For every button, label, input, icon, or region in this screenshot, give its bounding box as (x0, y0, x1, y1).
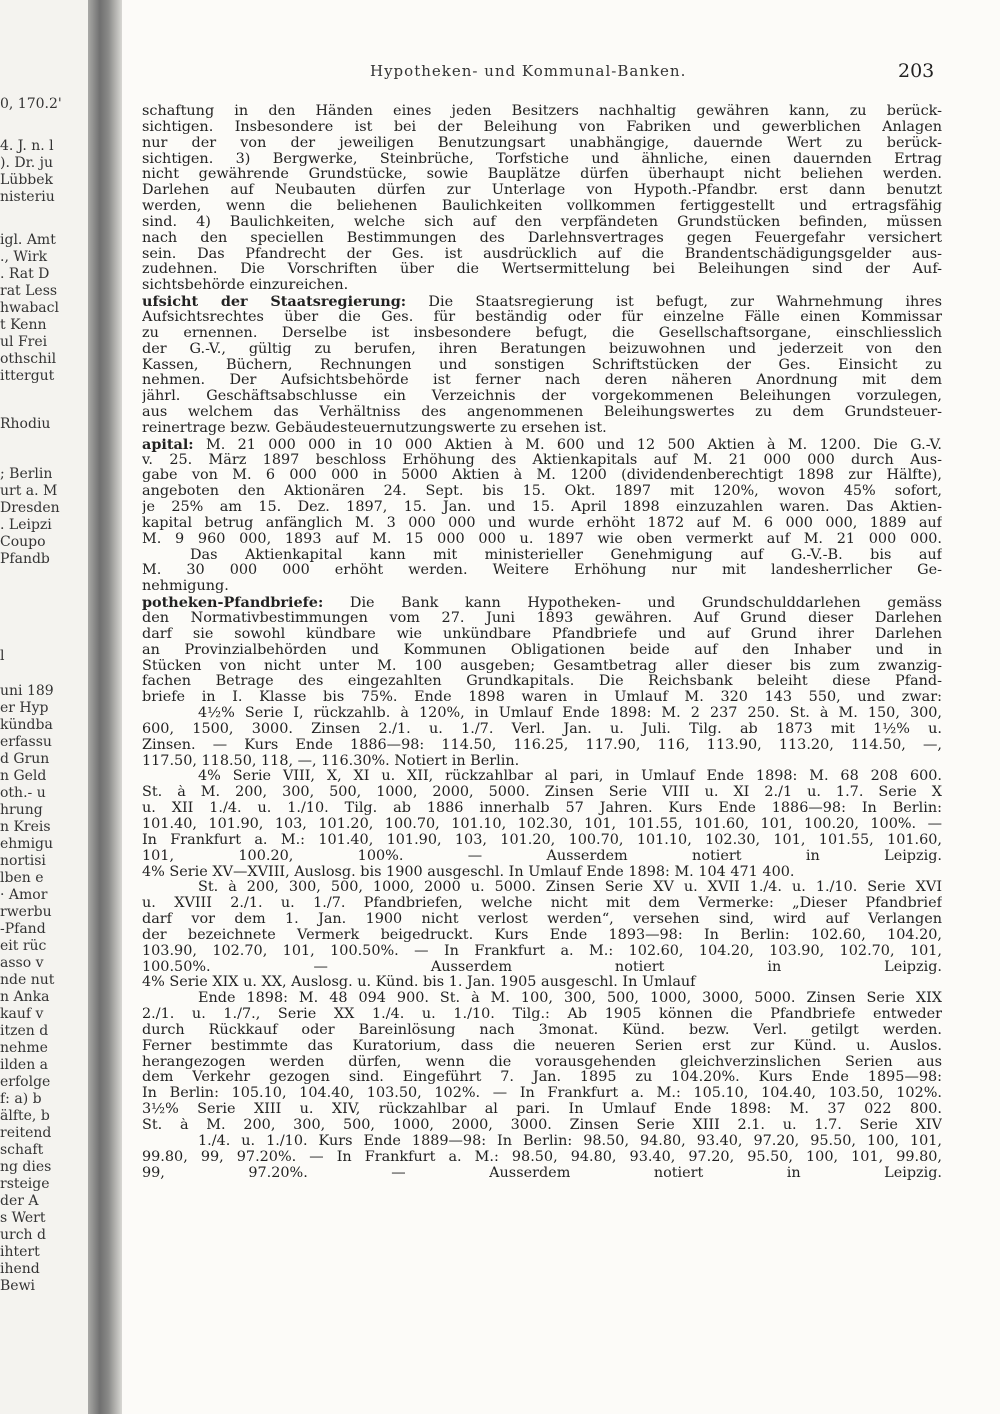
text-line: 3½% Serie XIII u. XIV, rückzahlbar al pari. In Umlauf Ende 1898: M. 37 022 800. (142, 1102, 942, 1118)
left-page-fragment: · Amor (0, 887, 48, 903)
text-line: jährl. Geschäftsabschlusse ein Verzeichnis der vorgekommenen Beleihungen vorzulegen, (142, 389, 942, 405)
text-line: herangezogen werden dürfen, wenn die vorausgehenden gleichverzinslichen Serien aus (142, 1054, 942, 1070)
text-line: Kassen, Büchern, Rechnungen und sonstigen Schriftstücken der Ges. Einsicht zu (142, 357, 942, 373)
left-page-fragment: Rhodiu (0, 416, 51, 432)
left-page-fragment: 4. J. n. l (0, 138, 54, 154)
left-page-fragment: ul Frei (0, 334, 48, 350)
text-line: angeboten den Aktionären 24. Sept. bis 15. Okt. 1897 mit 120%, wovon 45% sofort, (142, 484, 942, 500)
text-line: Das Aktienkapital kann mit ministerieller Genehmigung auf G.-V.-B. bis auf (190, 547, 942, 563)
left-page-fragment: älfte, b (0, 1108, 50, 1124)
left-page-fragment: ihend (0, 1261, 40, 1277)
left-page-fragment: kündba (0, 717, 53, 733)
text-line: 103.90, 102.70, 101, 100.50%. — In Frankfurt a. M.: 102.60, 104.20, 103.90, 102.70, 101, (142, 943, 942, 959)
left-page-fragment: Lübbek (0, 172, 54, 188)
text-line: der bezeichnete Vermerk beigedruckt. Kurs Ende 1893—98: In Berlin: 102.60, 104.20, (142, 927, 942, 943)
text-line: durch Rückkauf oder Bareinlösung nach 3monat. Künd. bezw. Verl. getilgt werden. (142, 1022, 942, 1038)
left-page-fragment: Bewi (0, 1278, 36, 1294)
text-line: 4½% Serie I, rückzahlb. à 120%, in Umlauf Ende 1898: M. 2 237 250. St. à M. 150, 300, (198, 706, 942, 722)
text-line: nach den speciellen Bestimmungen des Darlehnsvertrages gegen Feuergefahr versichert (142, 230, 942, 246)
left-page-fragment: ittergut (0, 368, 55, 384)
text-line: zu ernennen. Derselbe ist insbesondere befugt, die Gesellschaftsorgane, einschliesslich (142, 325, 942, 341)
text-line: aus welchem das Verhältniss des angenommenen Beleihungswertes zu dem Grundsteuer- (142, 405, 942, 421)
text-line: St. à M. 200, 300, 500, 1000, 2000, 5000. Zinsen Serie VIII u. XI 2./1 u. 1.7. Serie X (142, 785, 942, 801)
left-page-fragment: ehmigu (0, 836, 54, 852)
left-page-fragment: t Kenn (0, 317, 47, 333)
text-line: 99, 97.20%. — Ausserdem notiert in Leipzig. (142, 1165, 942, 1181)
left-page-fragment: n Geld (0, 768, 47, 784)
left-page-fragment: uni 189 (0, 683, 54, 699)
left-page-fragment: s Wert (0, 1210, 46, 1226)
text-line: reinertrage bezw. Gebäudesteuernutzungswerte zu ersehen ist. (142, 420, 607, 436)
text-line: sein. Das Pfandrecht der Ges. ist ausdrücklich auf die Brandentschädigungsgelder aus- (142, 246, 942, 262)
left-page-fragment: reitend (0, 1125, 52, 1141)
text-line: kapital betrug anfänglich M. 3 000 000 und wurde erhöht 1872 auf M. 6 000 000, 1889 auf (142, 515, 942, 531)
left-page-fragment: . Leipzi (0, 517, 52, 533)
text-line: 4% Serie XIX u. XX, Auslosg. u. Künd. bis 1. Jan. 1905 ausgeschl. In Umlauf (142, 975, 696, 991)
left-page-fragment: rat Less (0, 283, 58, 299)
text-line: In Berlin: 105.10, 104.40, 103.50, 102%. — In Frankfurt a. M.: 105.10, 104.40, 103.50, 102%. (142, 1086, 942, 1102)
text-line: potheken-Pfandbriefe: Die Bank kann Hypotheken- und Grundschulddarlehen gemäss (142, 595, 942, 611)
text-line: zudehnen. Die Vorschriften über die Wertsermittelung bei Beleihungen sind der Auf- (142, 262, 942, 278)
text-line: Aufsichtsrechtes über die Ges. für beständig oder für einzelne Fälle einen Kommissar (142, 309, 942, 325)
text-line: In Frankfurt a. M.: 101.40, 101.90, 103, 101.20, 100.70, 101.10, 102.30, 101, 101.55, 101.60, (142, 832, 942, 848)
left-page-fragment: . Rat D (0, 266, 50, 282)
left-page-fragment: lben e (0, 870, 44, 886)
left-page-fragment: itzen d (0, 1023, 49, 1039)
text-line: St. à M. 200, 300, 500, 1000, 2000, 3000. Zinsen Serie XIII 2.1. u. 1.7. Serie XIV (142, 1118, 942, 1133)
left-page-fragment: ihtert (0, 1244, 40, 1260)
left-page-fragment: othschil (0, 351, 57, 367)
text-line: Zinsen. — Kurs Ende 1886—98: 114.50, 116.25, 117.90, 116, 113.90, 113.20, 114.50, —, (142, 737, 942, 753)
left-page-fragment: ng dies (0, 1159, 52, 1175)
left-page-fragment: oth.- u (0, 785, 46, 801)
left-page-fragment: 0, 170.2' (0, 96, 62, 112)
running-title: Hypotheken- und Kommunal-Banken. (370, 62, 687, 80)
text-line: apital: M. 21 000 000 in 10 000 Aktien à M. 600 und 12 500 Aktien à M. 1200. Die G.-V. (142, 436, 942, 453)
text-line: 101, 100.20, 100%. — Ausserdem notiert in Leipzig. (142, 848, 942, 864)
left-page-fragment: ., Wirk (0, 249, 48, 265)
left-page-fragment: n Anka (0, 989, 50, 1005)
text-line: sichtigen. 3) Bergwerke, Steinbrüche, Torfstiche und ähnliche, einen dauernden Ertrag (142, 151, 942, 167)
body-text (142, 104, 942, 1181)
left-page-fragment: Pfandb (0, 551, 50, 567)
text-line: werden, wenn die beliehenen Baulichkeiten vollkommen fertiggestellt und ertragsfähig (142, 199, 942, 215)
text-line: je 25% am 15. Dez. 1897, 15. Jan. und 15. April 1898 einzuzahlen waren. Das Aktien- (142, 500, 942, 516)
left-page-fragment: urt a. M (0, 483, 58, 499)
text-line: den Normativbestimmungen vom 27. Juni 1893 gewähren. Auf Grund dieser Darlehen (142, 611, 942, 626)
text-line: v. 25. März 1897 beschloss Erhöhung des Aktienkapitals auf M. 21 000 000 durch Aus- (142, 452, 942, 468)
text-line: 100.50%. — Ausserdem notiert in Leipzig. (142, 959, 942, 975)
text-line: 101.40, 101.90, 103, 101.20, 100.70, 101.10, 102.30, 101, 101.55, 101.60, 101, 100.20, 100%. — (142, 816, 942, 832)
left-page-fragment: erfolge (0, 1074, 51, 1090)
text-line: 4% Serie XV—XVIII, Auslosg. bis 1900 ausgeschl. In Umlauf Ende 1898: M. 104 471 400. (142, 864, 795, 880)
left-page-fragment: d Grun (0, 751, 50, 767)
text-line: an Provinzialbehörden und Kommunen Obligationen beide auf den Inhaber und in (142, 642, 942, 658)
text-line: Stücken von nicht unter M. 100 ausgeben; Gesamtbetrag aller dieser bis zum zwanzig- (142, 658, 942, 674)
text-line: Ende 1898: M. 48 094 900. St. à M. 100, 300, 500, 1000, 3000, 5000. Zinsen Serie XIX (198, 991, 942, 1007)
left-page-edge (0, 0, 96, 1414)
text-line: der G.-V., gültig zu berufen, ihren Beratungen beizuwohnen und jederzeit von den (142, 341, 942, 357)
left-page-fragment: Dresden (0, 500, 60, 516)
left-page-fragment: -Pfand (0, 921, 46, 937)
text-line: 1./4. u. 1./10. Kurs Ende 1889—98: In Berlin: 98.50, 94.80, 93.40, 97.20, 95.50, 100, 101, (198, 1133, 942, 1149)
text-line: St. à 200, 300, 500, 1000, 2000 u. 5000. Zinsen Serie XV u. XVII 1./4. u. 1./10. Serie XVI (198, 880, 942, 896)
text-line: 99.80, 99, 97.20%. — In Frankfurt a. M.: 98.50, 94.80, 93.40, 97.20, 95.50, 100, 101, 99.80, (142, 1149, 942, 1165)
text-line: schaftung in den Händen eines jeden Besitzers nachhaltig gewähren kann, zu berück- (142, 104, 942, 119)
text-line: gabe von M. 6 000 000 in 5000 Aktien à M. 1200 (dividendenberechtigt 1898 zur Hälfte), (142, 468, 942, 484)
left-page-fragment: eit rüc (0, 938, 47, 954)
left-page-fragment: rwerbu (0, 904, 52, 920)
left-page-fragment: hwabacl (0, 300, 59, 316)
left-page-fragment: n Kreis (0, 819, 51, 835)
book-gutter (88, 0, 122, 1414)
left-page-fragment: er Hyp (0, 700, 49, 716)
left-page-fragment: hrung (0, 802, 43, 818)
text-line: M. 30 000 000 erhöht werden. Weitere Erhöhung nur mit landesherrlicher Ge- (142, 563, 942, 579)
section-heading: potheken-Pfandbriefe: (142, 595, 324, 611)
section-heading: apital: (142, 436, 194, 453)
left-page-fragment: nde nut (0, 972, 55, 988)
text-line: nicht gewährende Grundstücke, sowie Bauplätze dürfen überhaupt nicht beliehen werden. (142, 167, 942, 183)
left-page-fragment: urch d (0, 1227, 46, 1243)
left-page-fragment: f: a) b (0, 1091, 42, 1107)
left-page-fragment: Coupo (0, 534, 46, 550)
text-line: 4% Serie VIII, X, XI u. XII, rückzahlbar al pari, in Umlauf Ende 1898: M. 68 208 600. (198, 769, 942, 785)
text-line: 600, 1500, 3000. Zinsen 2./1. u. 1./7. Verl. Jan. u. Juli. Tilg. ab 1873 mit 1½% u. (142, 721, 942, 737)
text-line: Ferner bestimmte das Kuratorium, dass die neueren Serien erst zur Künd. u. Auslos. (142, 1038, 942, 1054)
left-page-fragment: der A (0, 1193, 39, 1209)
left-page-fragment: ; Berlin (0, 466, 53, 482)
text-line: nur der von der jeweiligen Benutzungsart unabhängige, dauernde Wert zu berück- (142, 135, 942, 151)
text-line: 117.50, 118.50, 118, —, 116.30%. Notiert in Berlin. (142, 753, 520, 769)
left-page-fragment: nisteriu (0, 189, 55, 205)
left-page-fragment: rsteige (0, 1176, 50, 1192)
text-line: u. XII 1./4. u. 1./10. Tilg. ab 1886 innerhalb 57 Jahren. Kurs Ende 1886—98: In Berlin: (142, 801, 942, 817)
text-line: sichtigen. Insbesondere ist bei der Beleihung von Fabriken und gewerblichen Anlagen (142, 119, 942, 135)
text-line: M. 9 960 000, 1893 auf M. 15 000 000 u. 1897 wie oben vermerkt auf M. 21 000 000. (142, 531, 942, 547)
text-line: Darlehen auf Neubauten dürfen zur Unterlage von Hypoth.-Pfandbr. erst dann benutzt (142, 183, 942, 199)
text-line: ufsicht der Staatsregierung: Die Staatsregierung ist befugt, zur Wahrnehmung ihres (142, 294, 942, 310)
text-line: nehmigung. (142, 579, 229, 595)
text-line: sind. 4) Baulichkeiten, welche sich auf den verpfändeten Grundstücken befinden, müssen (142, 214, 942, 230)
left-page-fragment: ilden a (0, 1057, 49, 1073)
left-page-fragment: l (0, 648, 5, 664)
text-line: briefe in I. Klasse bis 75%. Ende 1898 waren in Umlauf M. 320 143 550, und zwar: (142, 690, 942, 706)
text-line: dem Verkehr gezogen sind. Eingeführt 7. Jan. 1895 zu 104.20%. Kurs Ende 1895—98: (142, 1070, 942, 1086)
left-page-fragment: kauf v (0, 1006, 44, 1022)
text-line: 2./1. u. 1./7., Serie XX 1./4. u. 1./10. Tilg.: Ab 1905 können die Pfandbriefe entweder (142, 1007, 942, 1023)
left-page-fragment: schaft (0, 1142, 44, 1158)
section-heading: ufsicht der Staatsregierung: (142, 294, 407, 310)
text-line: darf vor dem 1. Jan. 1900 nicht verlost werden“, versehen sind, wird auf Verlangen (142, 912, 942, 928)
left-page-fragment: asso v (0, 955, 44, 971)
left-page-fragment: nortisi (0, 853, 46, 869)
page-number: 203 (898, 60, 935, 82)
text-line: sichtsbehörde einzureichen. (142, 278, 349, 294)
left-page-fragment: igl. Amt (0, 232, 56, 248)
text-line: fachen Betrage des eingezahlten Grundkapitals. Die Reichsbank beleiht diese Pfand- (142, 674, 942, 690)
text-line: darf sie sowohl kündbare wie unkündbare Pfandbriefe und auf Grund ihrer Darlehen (142, 626, 942, 642)
left-page-fragment: ). Dr. ju (0, 155, 53, 171)
text-line: u. XVIII 2./1. u. 1./7. Pfandbriefen, welche nicht mit dem Vermerke: „Dieser Pfandbrief (142, 896, 942, 912)
text-line: nehmen. Der Aufsichtsbehörde ist ferner nach deren näheren Anordnung mit dem (142, 373, 942, 389)
left-page-fragment: nehme (0, 1040, 48, 1056)
left-page-fragment: erfassu (0, 734, 52, 750)
